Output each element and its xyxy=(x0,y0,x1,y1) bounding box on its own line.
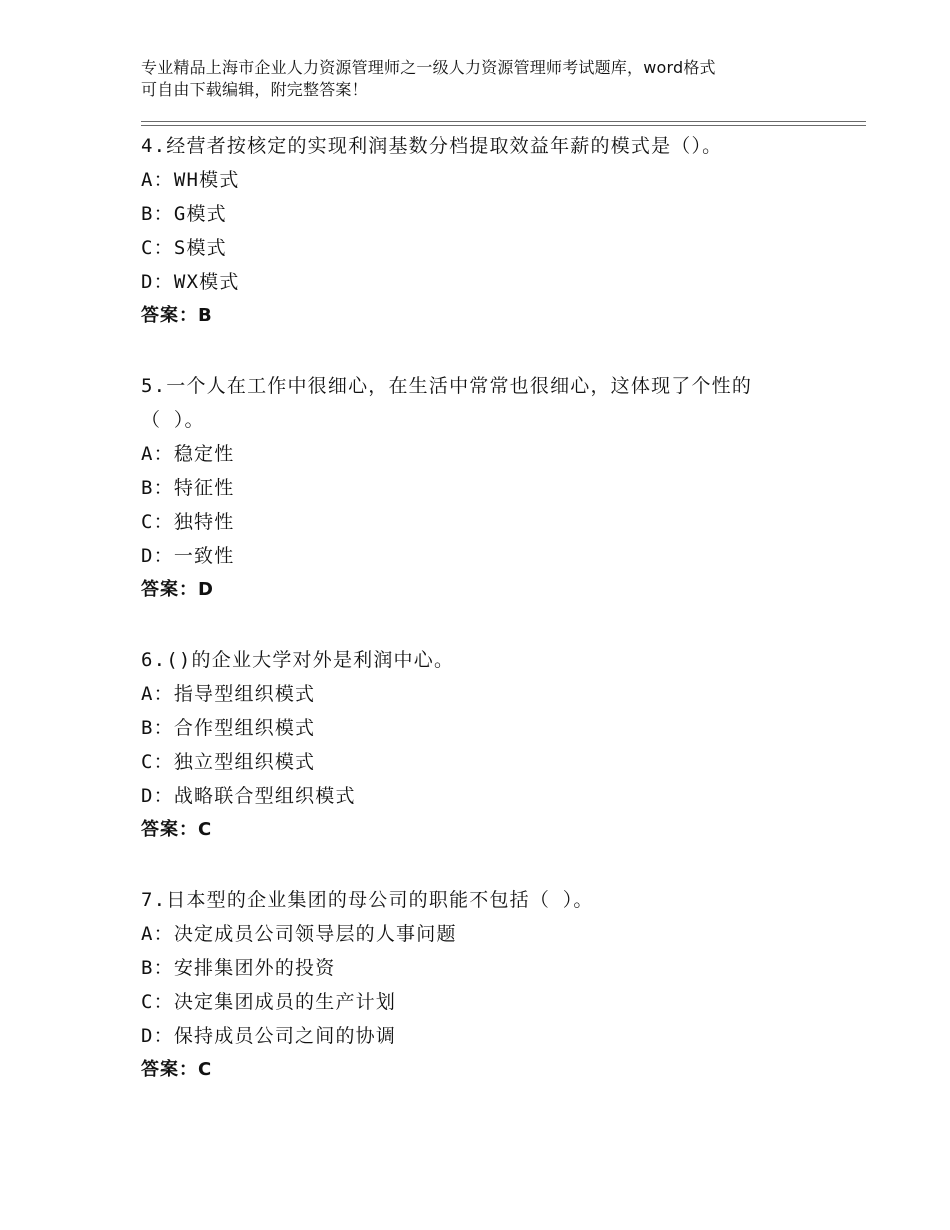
correct-answer: 答案：C xyxy=(141,819,213,840)
correct-answer: 答案：C xyxy=(141,1059,213,1080)
correct-answer: 答案：B xyxy=(141,305,213,326)
answer-option-c: C：S模式 xyxy=(141,237,227,259)
answer-option-a: A：指导型组织模式 xyxy=(141,683,316,705)
answer-option-d: D：保持成员公司之间的协调 xyxy=(141,1025,397,1047)
question-item xyxy=(141,129,841,333)
answer-option-d: D：WX模式 xyxy=(141,271,240,293)
header-line-1: 专业精品上海市企业人力资源管理师之一级人力资源管理师考试题库，word格式 xyxy=(141,58,716,77)
answer-option-b: B：合作型组织模式 xyxy=(141,717,316,739)
question-stem-line: 4.经营者按核定的实现利润基数分档提取效益年薪的模式是（）。 xyxy=(141,135,723,157)
question-item xyxy=(141,643,841,847)
question-stem-line: 7.日本型的企业集团的母公司的职能不包括（ ）。 xyxy=(141,889,594,911)
question-stem-line: （ ）。 xyxy=(141,409,205,431)
document-header xyxy=(141,57,831,101)
header-line-2: 可自由下载编辑，附完整答案！ xyxy=(141,80,368,99)
answer-option-b: B：G模式 xyxy=(141,203,227,225)
answer-option-d: D：战略联合型组织模式 xyxy=(141,785,356,807)
answer-option-c: C：决定集团成员的生产计划 xyxy=(141,991,397,1013)
question-stem-line: 5.一个人在工作中很细心，在生活中常常也很细心，这体现了个性的 xyxy=(141,375,753,397)
answer-option-c: C：独特性 xyxy=(141,511,235,533)
question-spacer xyxy=(141,333,841,369)
correct-answer: 答案：D xyxy=(141,579,214,600)
answer-option-b: B：安排集团外的投资 xyxy=(141,957,336,979)
question-item xyxy=(141,369,841,607)
question-stem-line: 6.()的企业大学对外是利润中心。 xyxy=(141,649,455,671)
question-spacer xyxy=(141,607,841,643)
answer-option-a: A：稳定性 xyxy=(141,443,235,465)
question-spacer xyxy=(141,847,841,883)
question-item xyxy=(141,883,841,1087)
answer-option-a: A：决定成员公司领导层的人事问题 xyxy=(141,923,457,945)
answer-option-a: A：WH模式 xyxy=(141,169,240,191)
answer-option-b: B：特征性 xyxy=(141,477,235,499)
header-divider-top xyxy=(141,121,866,122)
answer-option-d: D：一致性 xyxy=(141,545,235,567)
answer-option-c: C：独立型组织模式 xyxy=(141,751,316,773)
question-list xyxy=(141,129,841,1087)
header-divider-bottom xyxy=(141,125,866,126)
